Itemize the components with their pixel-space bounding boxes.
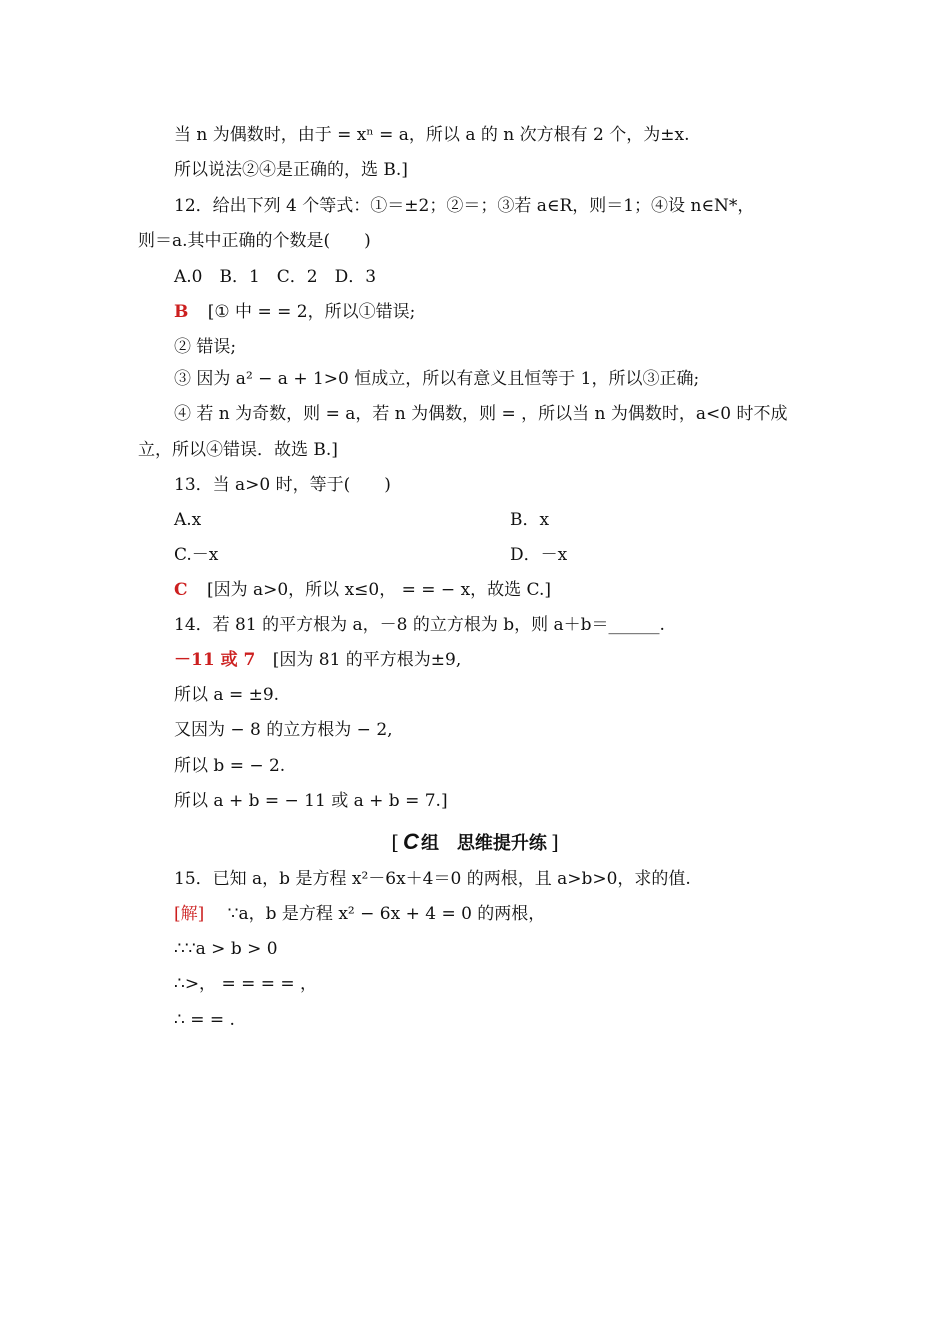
- text-line: 当 n 为偶数时，由于 = xⁿ = a，所以 a 的 n 次方根有 2 个，为±x.: [174, 125, 690, 145]
- answer-label: B: [174, 302, 189, 322]
- answer-label: －11 或 7: [174, 650, 256, 670]
- answer-15: [174, 903, 545, 925]
- text-line: ② 错误;: [174, 337, 237, 357]
- text-line: ∴ = = .: [174, 1010, 235, 1030]
- question-15: 15．已知 a，b 是方程 x²－6x＋4＝0 的两根，且 a>b>0，求的值.: [174, 869, 691, 889]
- section-heading: [0, 830, 950, 856]
- text-line: 所以 a = ±9.: [174, 685, 280, 705]
- text-line: 又因为 − 8 的立方根为 − 2,: [174, 720, 393, 740]
- answer-12: [174, 301, 415, 323]
- text-line: 立，所以④错误．故选 B.]: [138, 440, 338, 460]
- answer-text: [① 中 = = 2，所以①错误;: [207, 302, 416, 322]
- question-14: 14．若 81 的平方根为 a，－8 的立方根为 b，则 a＋b＝______.: [174, 615, 665, 635]
- text-line: 所以 a + b = − 11 或 a + b = 7.]: [174, 791, 448, 811]
- section-letter: C: [403, 829, 419, 854]
- text-line: ∴∵a > b > 0: [174, 939, 278, 959]
- text-line: ③ 因为 a² − a + 1>0 恒成立，所以有意义且恒等于 1，所以③正确;: [174, 369, 700, 389]
- text-line: 所以说法②④是正确的，选 B.]: [174, 160, 408, 180]
- text-line: 所以 b = − 2.: [174, 756, 286, 776]
- answer-14: [174, 649, 461, 671]
- answer-label: [解]: [174, 904, 205, 924]
- question-12-options: A.0 B．1 C．2 D．3: [174, 267, 377, 287]
- option-b: B．x: [510, 510, 550, 530]
- bracket-close: ]: [550, 830, 559, 854]
- option-a: A.x: [174, 510, 202, 530]
- text-line: ∴>， = = = = ，: [174, 974, 318, 994]
- answer-label: C: [174, 580, 188, 600]
- question-12-cont: 则＝a.其中正确的个数是( ): [138, 231, 371, 251]
- answer-13: [174, 579, 551, 601]
- bracket-open: [: [391, 830, 400, 854]
- question-12: 12．给出下列 4 个等式：①＝±2；②＝；③若 a∈R，则＝1；④设 n∈N*，: [174, 196, 755, 216]
- option-d: D．－x: [510, 545, 568, 565]
- section-title: 组 思维提升练: [420, 833, 547, 854]
- question-13: 13．当 a>0 时，等于( ): [174, 475, 391, 495]
- answer-text: [因为 a>0，所以 x≤0， = = − x，故选 C.]: [206, 580, 551, 600]
- answer-text: ∵a，b 是方程 x² − 6x + 4 = 0 的两根，: [227, 904, 546, 924]
- option-c: C.－x: [174, 545, 219, 565]
- answer-text: [因为 81 的平方根为±9,: [272, 650, 462, 670]
- text-line: ④ 若 n 为奇数，则 = a，若 n 为偶数，则 = ，所以当 n 为偶数时，a<0 时不成: [174, 404, 788, 424]
